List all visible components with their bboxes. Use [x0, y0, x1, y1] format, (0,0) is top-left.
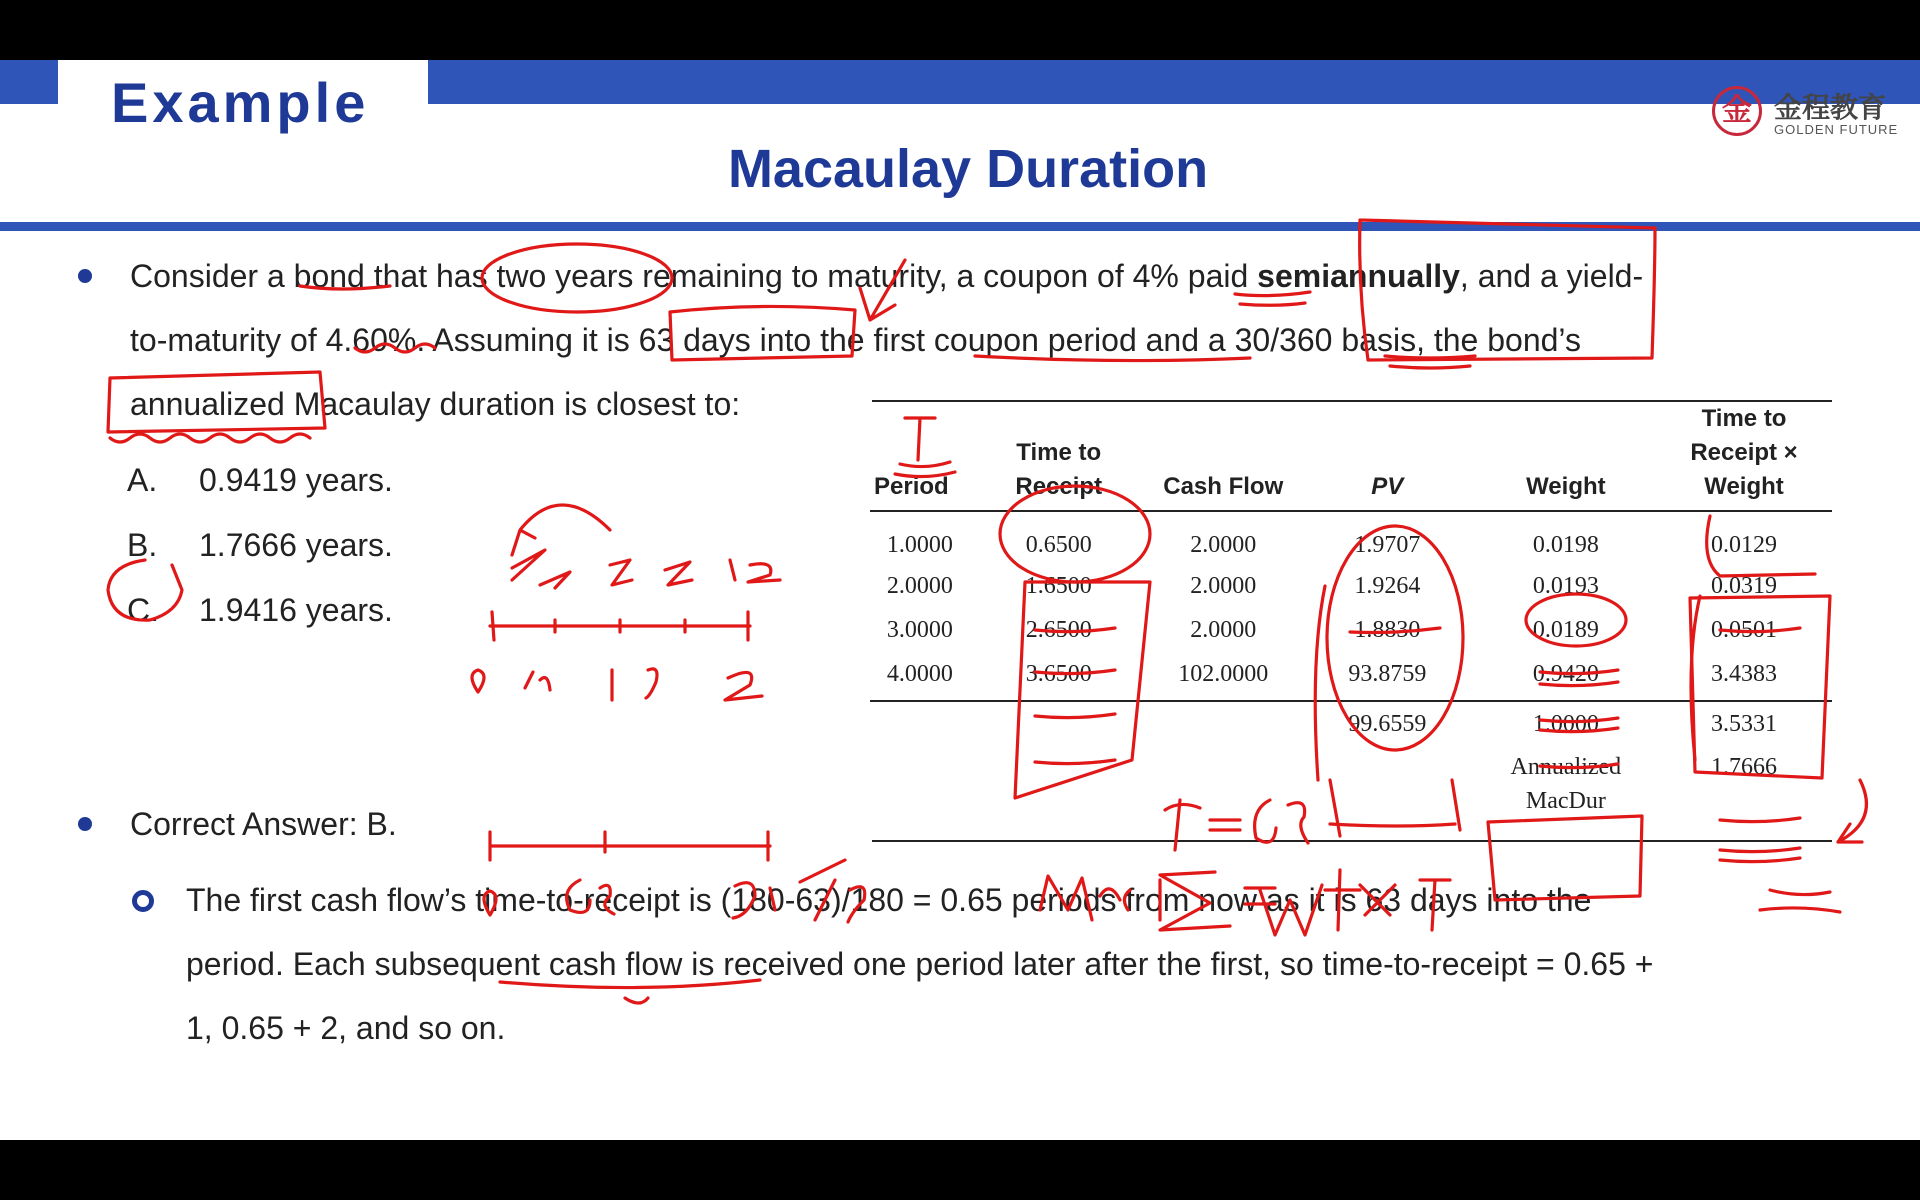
question-text-1-end: , and a yield- [1459, 258, 1644, 294]
table-bottom-rule [872, 840, 1832, 842]
header-pv: PV [1299, 400, 1476, 511]
cell-ttr-weight: 0.0129 [1711, 531, 1778, 558]
logo-chinese-text: 金程教育 [1774, 91, 1887, 124]
arrow-macdur [1838, 780, 1866, 842]
answer-heading: Correct Answer: B. [130, 806, 397, 842]
slide [0, 60, 1920, 1140]
cell-pv: 1.9707 [1354, 531, 1421, 558]
cell-ttr-weight: 3.4383 [1656, 652, 1832, 701]
logo-seal-icon: 金 [1712, 86, 1762, 136]
annualized-macdur-label: Annualized MacDur [1510, 754, 1622, 814]
cell-weight: 0.0198 [1532, 531, 1599, 558]
bullet-question [78, 269, 92, 283]
cell-time-to-receipt: 2.6500 [1025, 616, 1092, 643]
cell-weight: 0.0193 [1532, 572, 1599, 599]
example-label: Example [111, 71, 370, 134]
slide-title: Macaulay Duration [727, 139, 1209, 199]
total-weight: 1.0000 [1532, 710, 1599, 737]
bullet-answer [78, 817, 92, 831]
cell-period: 4.0000 [870, 652, 970, 701]
cell-pv: 1.9264 [1354, 572, 1421, 599]
explanation-line-1: The first cash flow’s time-to-receipt is (180-63)/180 = 0.65 periods from now as it is 63 days into the [186, 882, 1592, 918]
cell-cash-flow: 2.0000 [1190, 531, 1257, 558]
header-cash-flow: Cash Flow [1148, 400, 1299, 511]
header-rule [0, 222, 1920, 231]
cell-time-to-receipt: 0.6500 [1025, 531, 1092, 558]
cell-period: 2.0000 [886, 572, 953, 599]
question-bold-term: semiannually [1257, 258, 1460, 294]
option-a-letter: A. [127, 462, 158, 498]
cell-cash-flow: 102.0000 [1148, 652, 1299, 701]
cell-ttr-weight: 0.0501 [1711, 616, 1778, 643]
table-totals-row [870, 701, 1832, 746]
cell-period: 3.0000 [886, 616, 953, 643]
annualized-macdur-value: 1.7666 [1711, 754, 1778, 780]
cell-cash-flow: 2.0000 [1190, 616, 1257, 643]
timeline-axis-2 [490, 832, 770, 860]
timeline-cashflows [512, 550, 780, 588]
macaulay-duration-table [870, 400, 1832, 826]
table-row [870, 608, 1832, 652]
header-weight: Weight [1476, 400, 1656, 511]
header-band-left [0, 60, 58, 104]
table-row [870, 564, 1832, 608]
question-text-1: Consider a bond that has two years remaining to maturity, a coupon of 4% paid [130, 258, 1258, 294]
cell-time-to-receipt: 1.6500 [1025, 572, 1092, 599]
cell-period: 1.0000 [886, 531, 953, 558]
table-header-row [870, 400, 1832, 511]
option-c-text: 1.9416 years. [199, 592, 393, 628]
cell-weight: 0.9420 [1476, 652, 1656, 701]
cell-time-to-receipt: 3.6500 [970, 652, 1148, 701]
option-b-letter: B. [127, 527, 158, 563]
header-ttr-weight: Time to Receipt × Weight [1656, 400, 1832, 511]
timeline-axis-1 [490, 612, 750, 640]
table-top-rule [872, 400, 1832, 402]
total-ttr-weight: 3.5331 [1711, 710, 1778, 737]
header-time-to-receipt: Time to Receipt [970, 400, 1148, 511]
logo-english-text: GOLDEN FUTURE [1774, 122, 1899, 137]
explanation-line-3: 1, 0.65 + 2, and so on. [186, 1010, 506, 1046]
total-pv: 99.6559 [1348, 710, 1427, 737]
header-period: Period [870, 400, 970, 511]
sub-bullet-ring-icon [132, 890, 154, 912]
option-a-text: 0.9419 years. [199, 462, 393, 498]
company-logo [1712, 86, 1902, 142]
cell-pv: 1.8830 [1354, 616, 1421, 643]
cell-pv: 93.8759 [1299, 652, 1476, 701]
option-b-text: 1.7666 years. [199, 527, 393, 563]
cell-cash-flow: 2.0000 [1190, 572, 1257, 599]
timeline-labels-1 [472, 669, 762, 700]
cell-ttr-weight: 0.0319 [1711, 572, 1778, 599]
table-row [870, 652, 1832, 701]
arrow-reinvest [512, 505, 610, 555]
explanation-line-2: period. Each subsequent cash flow is received one period later after the first, so time-to-receipt = 0.65 + [186, 946, 1654, 982]
cell-weight: 0.0189 [1532, 616, 1599, 643]
header-band-right [428, 60, 1920, 104]
question-line-3: annualized Macaulay duration is closest to: [130, 386, 741, 422]
divide-2 [1760, 890, 1840, 912]
question-line-2: to-maturity of 4.60%. Assuming it is 63 days into the first coupon period and a 30/360 basis, the bond’s [130, 322, 1581, 358]
option-c-letter: C. [127, 592, 159, 628]
table-row [870, 511, 1832, 564]
table-annualized-row [870, 746, 1832, 826]
question-line-1 [130, 244, 1890, 308]
